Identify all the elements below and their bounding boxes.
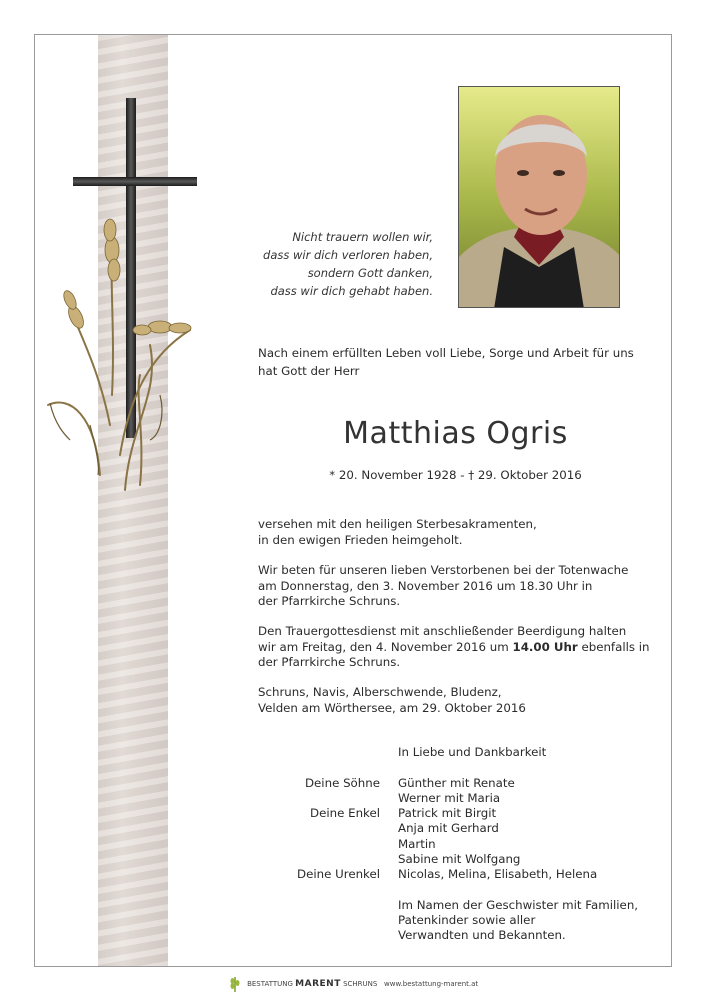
label-grandchildren: Deine Enkel <box>310 806 380 820</box>
paragraph-funeral: Den Trauergottesdienst mit anschließender Beerdigung halten wir am Freitag, den 4. November 2016 um 14.00 Uhr ebenfalls in der Pfarrkirche Schruns. <box>258 624 650 669</box>
paragraph-places-date: Schruns, Navis, Alberschwende, Bludenz, Velden am Wörthersee, am 29. Oktober 2016 <box>258 685 526 715</box>
deceased-name: Matthias Ogris <box>343 416 568 451</box>
mourner-entry: Nicolas, Melina, Elisabeth, Helena <box>398 867 598 881</box>
intro-text: Nach einem erfüllten Leben voll Liebe, Sorge und Arbeit für uns hat Gott der Herr <box>258 346 634 378</box>
closing-line: Im Namen der Geschwister mit Familien, <box>398 898 639 912</box>
closing-line: Verwandten und Bekannten. <box>398 928 566 942</box>
mourners-heading: In Liebe und Dankbarkeit <box>398 745 547 759</box>
wheat-logo-icon <box>228 975 242 993</box>
mourner-entry: Werner mit Maria <box>398 791 501 805</box>
quote-line: sondern Gott danken, <box>307 266 433 280</box>
paragraph-sacraments: versehen mit den heiligen Sterbesakramenten, in den ewigen Frieden heimgeholt. <box>258 517 537 547</box>
life-dates: * 20. November 1928 - † 29. Oktober 2016 <box>329 468 582 482</box>
footer-brand: MARENT <box>295 979 341 989</box>
funeral-time: 14.00 Uhr <box>512 639 578 654</box>
mourner-entry: Sabine mit Wolfgang <box>398 852 521 866</box>
funeral-home-footer <box>0 975 706 993</box>
cross-with-wheat-icon <box>40 95 210 505</box>
mourner-entry: Patrick mit Birgit <box>398 806 497 820</box>
footer-url[interactable]: www.bestattung-marent.at <box>384 980 479 988</box>
portrait-photo <box>458 86 620 308</box>
mourner-entry: Günther mit Renate <box>398 776 515 790</box>
quote-line: dass wir dich verloren haben, <box>263 248 433 262</box>
mourner-entry: Martin <box>398 837 436 851</box>
quote-line: dass wir dich gehabt haben. <box>270 284 433 298</box>
footer-place: SCHRUNS <box>343 980 378 988</box>
paragraph-wake: Wir beten für unseren lieben Verstorbenen bei der Totenwache am Donnerstag, den 3. November 2016 um 18.30 Uhr in der Pfarrkirche Schruns. <box>258 563 629 608</box>
label-great-grandchildren: Deine Urenkel <box>296 867 380 881</box>
closing-line: Patenkinder sowie aller <box>398 913 536 927</box>
footer-prefix: BESTATTUNG <box>247 980 293 988</box>
memorial-quote <box>193 228 433 300</box>
label-sons: Deine Söhne <box>304 776 380 790</box>
mourner-entry: Anja mit Gerhard <box>398 821 499 835</box>
quote-line: Nicht trauern wollen wir, <box>292 230 433 244</box>
